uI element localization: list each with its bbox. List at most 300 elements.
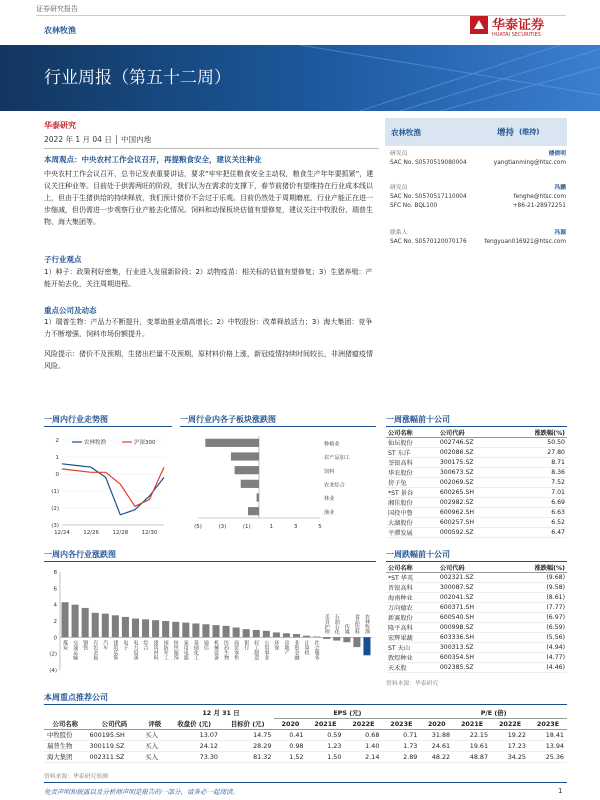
table-row — [44, 740, 567, 751]
code-cell: 002385.SZ — [438, 663, 506, 673]
losers-title: 一周跌幅前十公司 — [386, 550, 450, 559]
company-cell: 华农股份 — [386, 468, 438, 478]
code-cell: 002982.SZ — [438, 498, 506, 508]
category-label: 医药生物 — [223, 640, 230, 661]
recommend-table — [44, 707, 567, 763]
bar — [313, 637, 320, 638]
bar — [343, 637, 350, 642]
category-label: 美容护理 — [323, 614, 330, 635]
x-tick-label: 5 — [318, 524, 322, 530]
analyst-name: 冯源 — [554, 230, 566, 236]
risk-text: 风险提示：猪价不及预期，生猪出栏量不及预期，原材料价格上涨，新冠疫情持续时间较长，非洲猪瘟疫情风险。 — [44, 350, 373, 370]
change-cell: (6.97) — [506, 613, 567, 623]
category-label: 建筑材料 — [152, 640, 159, 661]
code-cell: 000592.SZ — [438, 528, 506, 538]
change-cell: 8.71 — [506, 458, 567, 468]
category-label: 机械设备 — [213, 640, 219, 661]
analyst-sac: SAC No. S0570120070176 — [390, 239, 467, 245]
analyst-name: 冯鹏 — [554, 185, 566, 191]
losers-rule — [386, 561, 567, 562]
col-change: 涨跌幅(%) — [506, 428, 567, 438]
bar — [243, 629, 250, 637]
logo-name: 华泰证券 — [492, 18, 545, 33]
change-cell: 6.63 — [506, 508, 567, 518]
company-cell: 大湖股份 — [386, 518, 438, 528]
company-cell: 平潭发展 — [386, 528, 438, 538]
recommend-source: 资料来源：华泰研究预测 — [44, 774, 108, 780]
table-row — [386, 593, 567, 603]
group-eps: EPS (元) — [274, 707, 420, 718]
table-row — [386, 498, 567, 508]
week-trend-rule — [44, 426, 172, 427]
change-cell: 6.52 — [506, 518, 567, 528]
change-cell: (4.94) — [506, 643, 567, 653]
code-cell: 600354.SH — [438, 653, 506, 663]
x-tick-label: 1 — [269, 524, 273, 530]
focus-text: 1）瑞普生物：产品力不断提升，变革助推业绩高增长；2）中牧股份：改革释放活力；3）海大集团：竞争力不断增强，饲料市场份额提升。 — [44, 318, 373, 338]
code-cell: 600257.SH — [438, 518, 506, 528]
category-label: 国防军工 — [162, 640, 169, 661]
analyst-name: 楼倩明 — [548, 151, 566, 157]
col-code: 公司代码 — [438, 428, 506, 438]
category-label: 食品饮料 — [353, 614, 360, 635]
company-cell: 敦煌种业 — [386, 653, 438, 663]
analyst-email[interactable]: yangtianming@htsc.com — [493, 160, 566, 166]
category-label: 农林牧渔 — [363, 614, 370, 635]
recommend-cell: 14.75 — [221, 729, 274, 740]
code-cell: 600962.SH — [438, 508, 506, 518]
summary-text: 中央农村工作会议召开，总书记发表重要讲话，要求“牢牢把住粮食安全主动权，粮食生产年年要抓紧”，建议关注种业等。目前处于供需两旺的阶段，我们认为在需求的支撑下，春节前猪价有望维持在行业成本线以上，但由于生猪供给的持续释放，我们预计猪价不会过于乐观。目前仍然处于周期磨底，行业产能正在进一步缩减，但仍需进一步观察行业产能去化情况。饲料和动保板块估值有望修复，建议关注中牧股份、瑞普生物、海大集团等。 — [44, 170, 374, 226]
week-trend-chart — [44, 430, 172, 542]
x-tick-label: 12/26 — [83, 530, 100, 536]
recommend-cell: 25.36 — [529, 751, 567, 762]
y-tick-label: 2 — [55, 438, 59, 444]
change-cell: (4.46) — [506, 663, 567, 673]
logo-sub: HUATAI SECURITIES — [492, 32, 541, 38]
recommend-cell: 002311.SZ — [87, 751, 143, 762]
analyst-role: 研究员 — [390, 185, 408, 191]
recommend-cell: 24.12 — [168, 740, 221, 751]
logo — [470, 14, 570, 42]
change-cell: (9.68) — [506, 573, 567, 583]
recommend-cell: 24.61 — [420, 740, 453, 751]
table-row — [386, 528, 567, 538]
code-cell: 300313.SZ — [438, 643, 506, 653]
x-tick-label: (5) — [194, 524, 202, 530]
code-cell: 300087.SZ — [438, 583, 506, 593]
recommend-col-header: 2021E — [314, 719, 337, 728]
footer-divider — [44, 782, 567, 783]
recommend-col-header: 目标价 (元) — [230, 719, 265, 728]
code-cell: 600371.SH — [438, 603, 506, 613]
recommend-col-header: 2021E — [460, 719, 484, 728]
category-label: 综合 — [142, 640, 149, 651]
bar — [142, 619, 149, 637]
category-label: 农产品加工 — [324, 455, 350, 462]
sub-chart-title: 一周行业内各子板块涨跌图 — [180, 415, 276, 424]
category-label: 社会服务 — [313, 640, 320, 661]
rating-box — [385, 118, 567, 146]
legend-label: 沪深300 — [134, 440, 156, 446]
footer-disclaimer: 免责声明和披露以及分析师声明是报告的一部分，请务必一起阅读。 — [44, 788, 239, 796]
recommend-col-header: 2023E — [390, 719, 413, 728]
analyst-email[interactable]: fenghe@htsc.com — [513, 194, 566, 200]
y-tick-label: 0 — [55, 472, 59, 478]
bar — [235, 466, 259, 474]
change-cell: (9.58) — [506, 583, 567, 593]
gainers-title: 一周涨幅前十公司 — [386, 415, 450, 424]
company-cell: 海南种业 — [386, 593, 438, 603]
recommend-cell: 买入 — [142, 729, 167, 740]
analyst-role: 研究员 — [390, 151, 408, 157]
y-tick-label: 1 — [55, 455, 59, 461]
recommend-cell: 2.14 — [344, 751, 382, 762]
category-label: 建筑装饰 — [112, 640, 119, 661]
recommend-cell: 300119.SZ — [87, 740, 143, 751]
sub-industry-title: 子行业观点 — [44, 255, 82, 264]
recommend-cell: 48.22 — [420, 751, 453, 762]
table-row — [386, 603, 567, 613]
category-label: 商贸零售 — [233, 640, 240, 661]
table-row — [44, 751, 567, 762]
company-cell: 国投中鲁 — [386, 508, 438, 518]
code-cell: 002069.SZ — [438, 478, 506, 488]
recommend-cell: 28.29 — [221, 740, 274, 751]
bar — [72, 605, 79, 638]
category-label: 环保 — [273, 640, 280, 651]
industry-chart — [44, 566, 376, 684]
y-tick-label: (2) — [49, 651, 57, 658]
analyst-role: 联系人 — [390, 230, 408, 236]
bar — [92, 613, 99, 638]
bar — [293, 634, 300, 637]
recommend-col-header: 公司名称 — [52, 719, 79, 728]
company-cell: 天禾股 — [386, 663, 438, 673]
sub-chart-svg — [180, 430, 376, 542]
bar — [102, 614, 109, 638]
org-name: 华泰研究 — [44, 121, 76, 130]
sub-chart-rule — [180, 426, 376, 427]
rating-value: 增持 — [497, 128, 515, 138]
bar — [162, 621, 169, 637]
bar — [323, 637, 330, 639]
bar — [62, 602, 69, 637]
recommend-rule — [44, 704, 567, 705]
bar — [353, 637, 360, 647]
category-label: 房地产 — [283, 640, 290, 656]
y-tick-label: (1) — [51, 489, 59, 495]
table-row — [386, 643, 567, 653]
analyst-email[interactable]: fengyuan016921@htsc.com — [484, 239, 566, 245]
y-tick-label: (3) — [51, 523, 59, 529]
recommend-col-header: 2022E — [498, 719, 522, 728]
category-label: 银行 — [243, 640, 250, 651]
recommend-cell: 13.94 — [529, 740, 567, 751]
change-cell: 7.01 — [506, 488, 567, 498]
x-tick-label: 12/24 — [54, 530, 70, 536]
recommend-cell: 0.71 — [382, 729, 420, 740]
company-cell: 万向德农 — [386, 603, 438, 613]
bar — [182, 623, 189, 638]
table-row — [386, 633, 567, 643]
category-label: 计算机 — [303, 640, 310, 656]
company-cell: 荃银高科 — [386, 458, 438, 468]
industry-chart-title: 一周内各行业涨跌图 — [44, 550, 116, 559]
category-label: 石油石化 — [333, 614, 340, 635]
table-row — [386, 518, 567, 528]
gainers-table — [386, 428, 567, 538]
analyst-3 — [390, 229, 566, 249]
table-header-row — [386, 563, 567, 573]
recommend-cell: 0.59 — [306, 729, 344, 740]
recommend-col-header: 2022E — [352, 719, 375, 728]
table-row — [386, 478, 567, 488]
table-row — [386, 623, 567, 633]
analyst-sac: SAC No. S0570517110004 — [390, 194, 467, 200]
analyst-block — [390, 150, 566, 249]
analyst-sac: SAC No. S0570519080004 — [390, 160, 467, 166]
bar — [223, 626, 230, 637]
category-label: 通信 — [202, 640, 209, 651]
category-label: 轻工制造 — [253, 640, 260, 661]
change-cell: 8.36 — [506, 468, 567, 478]
recommend-cell: 0.41 — [274, 729, 306, 740]
recommend-cell: 海大集团 — [44, 751, 87, 762]
recommend-col-header: 评级 — [148, 719, 162, 728]
focus-title: 重点公司及动态 — [44, 306, 97, 315]
sub-chart — [180, 430, 376, 542]
recommend-title: 本周重点推荐公司 — [44, 693, 108, 702]
bar — [241, 480, 259, 488]
bar — [231, 452, 259, 460]
table-row — [44, 729, 567, 740]
bar — [202, 624, 209, 637]
category-label: 家用电器 — [182, 640, 189, 661]
bar — [172, 622, 179, 638]
change-cell: (4.77) — [506, 653, 567, 663]
recommend-cell: 73.30 — [168, 751, 221, 762]
table-row — [386, 448, 567, 458]
company-cell: ST 东洋 — [386, 448, 438, 458]
x-tick-label: (3) — [218, 524, 227, 530]
change-cell: 27.80 — [506, 448, 567, 458]
top-label: 证券研究报告 — [36, 5, 78, 13]
company-cell: 宏辉果蔬 — [386, 633, 438, 643]
recommend-cell: 0.68 — [344, 729, 382, 740]
table-row — [386, 468, 567, 478]
series-line-1 — [62, 467, 164, 506]
category-label: 纺织服饰 — [172, 640, 179, 661]
y-tick-label: (2) — [51, 506, 59, 512]
bar — [112, 615, 119, 637]
recommend-cell: 1.73 — [382, 740, 420, 751]
recommend-header-row — [44, 718, 567, 729]
table-row — [386, 653, 567, 663]
sub-industry-text: 1）种子：政策利好密集，行业进入发展新阶段；2）动物疫苗：相关标的估值有望修复；3）生猪养殖：产能开始去化，关注周期进程。 — [44, 268, 373, 288]
page-number: 1 — [558, 787, 563, 795]
code-cell: 002086.SZ — [438, 448, 506, 458]
losers-source: 资料来源：华泰研究 — [386, 681, 439, 687]
category-label: 交通运输 — [72, 640, 79, 661]
code-cell: 002321.SZ — [438, 573, 506, 583]
analyst-2 — [390, 184, 566, 229]
recommend-cell: 1.40 — [344, 740, 382, 751]
recommend-cell: 1.23 — [306, 740, 344, 751]
table-row — [386, 663, 567, 673]
bar — [263, 631, 270, 638]
y-tick-label: 6 — [53, 586, 57, 593]
table-row — [386, 613, 567, 623]
change-cell: (7.77) — [506, 603, 567, 613]
category-label: 渔业 — [324, 509, 335, 516]
company-cell: ST 天山 — [386, 643, 438, 653]
code-cell: 300673.SZ — [438, 468, 506, 478]
y-tick-label: 2 — [53, 619, 57, 625]
company-cell: 晋银高科 — [386, 583, 438, 593]
company-cell: *ST 华英 — [386, 573, 438, 583]
recommend-cell: 13.07 — [168, 729, 221, 740]
recommend-cell: 22.15 — [453, 729, 491, 740]
recommend-cell: 0.98 — [274, 740, 306, 751]
bar — [122, 617, 129, 637]
recommend-cell: 买入 — [142, 751, 167, 762]
code-cell: 600265.SH — [438, 488, 506, 498]
week-trend-svg — [44, 430, 172, 542]
bar — [192, 623, 199, 637]
code-cell: 600540.SH — [438, 613, 506, 623]
banner — [0, 45, 600, 111]
recommend-group-row — [44, 707, 567, 718]
recommend-cell: 中牧股份 — [44, 729, 87, 740]
category-label: 非银金融 — [293, 640, 300, 661]
category-label: 农业综合 — [324, 482, 345, 489]
table-row — [386, 458, 567, 468]
table-row — [386, 438, 567, 448]
date-divider — [44, 148, 379, 149]
category-label: 钢铁 — [82, 640, 89, 651]
recommend-cell: 买入 — [142, 740, 167, 751]
recommend-cell: 34.25 — [491, 751, 529, 762]
recommend-cell: 19.61 — [453, 740, 491, 751]
x-tick-label: (1) — [242, 524, 251, 530]
y-tick-label: 0 — [53, 635, 57, 642]
recommend-col-header: 公司代码 — [101, 719, 128, 728]
change-cell: (6.59) — [506, 623, 567, 633]
bar — [253, 630, 260, 637]
change-cell: (5.56) — [506, 633, 567, 643]
bar — [82, 608, 89, 637]
code-cell: 300175.SZ — [438, 458, 506, 468]
bar — [283, 633, 290, 637]
week-trend-title: 一周内行业走势图 — [44, 415, 108, 424]
change-cell: 7.52 — [506, 478, 567, 488]
company-cell: 仙坛股份 — [386, 438, 438, 448]
x-tick-label: 3 — [293, 524, 298, 530]
losers-table — [386, 563, 567, 673]
category-label: 林业 — [324, 496, 335, 503]
change-cell: 6.69 — [506, 498, 567, 508]
category-tag: 农林牧渔 — [44, 26, 76, 35]
legend-label: 农林牧渔 — [84, 440, 107, 446]
recommend-cell: 2.89 — [382, 751, 420, 762]
col-change: 涨跌幅(%) — [506, 563, 567, 573]
analyst-1 — [390, 150, 566, 184]
bar — [205, 439, 259, 447]
code-cell: 603336.SH — [438, 633, 506, 643]
change-cell: (8.61) — [506, 593, 567, 603]
recommend-cell: 600195.SH — [87, 729, 143, 740]
change-cell: 6.47 — [506, 528, 567, 538]
recommend-col-header: 2020 — [427, 719, 446, 728]
rating-industry: 农林牧渔 — [391, 128, 421, 137]
recommend-cell: 19.22 — [491, 729, 529, 740]
bar — [248, 507, 259, 515]
bar — [303, 636, 310, 638]
recommend-cell: 17.23 — [491, 740, 529, 751]
logo-icon — [470, 16, 488, 34]
x-tick-label: 12/30 — [141, 530, 158, 536]
category-label: 电子 — [122, 640, 129, 651]
industry-chart-rule — [44, 561, 376, 562]
table-row — [386, 583, 567, 593]
bar — [132, 619, 139, 638]
recommend-cell: 1.50 — [306, 751, 344, 762]
table-header-row — [386, 428, 567, 438]
recommend-col-header: 收盘价 (元) — [177, 719, 212, 728]
bar — [152, 620, 159, 637]
y-tick-label: 8 — [53, 570, 57, 576]
category-label: 基础化工 — [192, 640, 199, 661]
company-cell: *ST 景谷 — [386, 488, 438, 498]
recommend-cell: 1.52 — [274, 751, 306, 762]
recommend-col-header: 2023E — [536, 719, 560, 728]
recommend-cell: 81.32 — [221, 751, 274, 762]
company-cell: 新赛股份 — [386, 613, 438, 623]
group-date: 12 月 31 日 — [202, 709, 240, 717]
table-row — [386, 488, 567, 498]
category-label: 传媒 — [343, 624, 350, 635]
category-label: 饲料 — [324, 468, 335, 475]
change-cell: 50.50 — [506, 438, 567, 448]
category-label: 汽车 — [102, 640, 109, 651]
category-label: 公用事业 — [263, 640, 270, 661]
group-pe: P/E (倍) — [420, 707, 567, 718]
bar — [363, 637, 370, 655]
col-company: 公司名称 — [386, 428, 438, 438]
recommend-cell: 18.41 — [529, 729, 567, 740]
company-cell: 隆平高科 — [386, 623, 438, 633]
industry-chart-svg — [44, 566, 376, 684]
code-cell: 000998.SZ — [438, 623, 506, 633]
company-cell: 傍子兔 — [386, 478, 438, 488]
category-label: 电力设备 — [132, 640, 139, 661]
series-line-0 — [62, 464, 164, 515]
y-tick-label: 4 — [53, 602, 57, 609]
bar — [257, 493, 259, 501]
code-cell: 002746.SZ — [438, 438, 506, 448]
analyst-phone: +86-21-28972251 — [512, 203, 566, 209]
recommend-col-header: 2020 — [281, 719, 300, 728]
bar — [333, 637, 340, 640]
y-tick-label: (4) — [49, 668, 57, 674]
category-label: 有色金属 — [92, 640, 99, 661]
company-cell: 湘佳股份 — [386, 498, 438, 508]
category-label: 煤炭 — [62, 640, 69, 651]
recommend-cell: 瑞普生物 — [44, 740, 87, 751]
table-row — [386, 508, 567, 518]
x-tick-label: 12/28 — [112, 530, 129, 536]
rating-note: (维持) — [519, 128, 540, 136]
